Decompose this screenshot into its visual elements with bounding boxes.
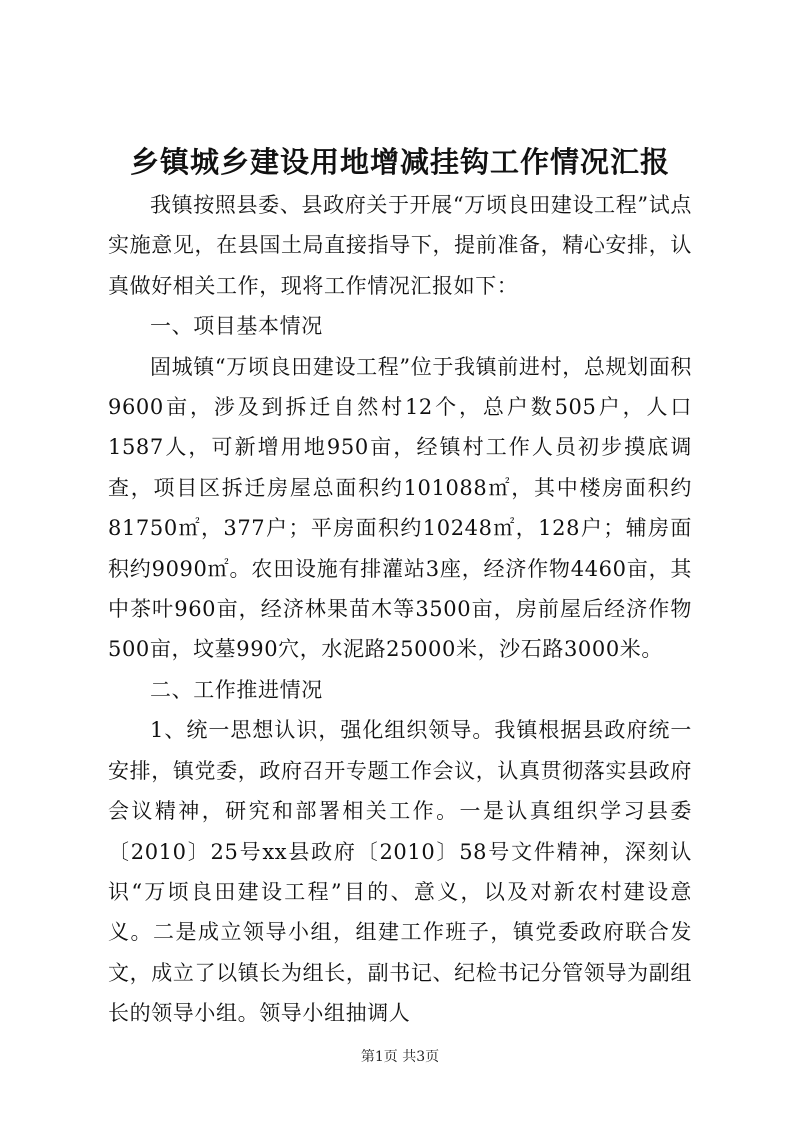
paragraph-progress: 1、统一思想认识，强化组织领导。我镇根据县政府统一安排，镇党委，政府召开专题工作会议，认真贯彻落实县政府会议精神，研究和部署相关工作。一是认真组织学习县委〔2010〕25号xx县政府〔2010〕58号文件精神，深刻认识“万顷良田建设工程”目的、意义，以及对新农村建设意义。二是成立领导小组，组建工作班子，镇党委政府联合发文，成立了以镇长为组长，副书记、纪检书记分管领导为副组长的领导小组。领导小组抽调人 <box>108 718 692 1026</box>
page-number-footer: 第1页 共3页 <box>360 1049 440 1065</box>
paragraph-basic-info: 固城镇“万顷良田建设工程”位于我镇前进村，总规划面积9600亩，涉及到拆迁自然村12个，总户数505户，人口1587人，可新增用地950亩，经镇村工作人员初步摸底调查，项目区拆迁房屋总面积约101088㎡，其中楼房面积约81750㎡，377户；平房面积约10248㎡，128户；辅房面积约9090㎡。农田设施有排灌站3座，经济作物4460亩，其中茶叶960亩，经济林果苗木等3500亩，房前屋后经济作物500亩，坟墓990穴，水泥路25000米，沙石路3000米。 <box>108 354 692 662</box>
section-heading-basic-info: 一、项目基本情况 <box>150 314 323 339</box>
document-title: 乡镇城乡建设用地增减挂钩工作情况汇报 <box>129 145 670 179</box>
section-heading-progress: 二、工作推进情况 <box>150 677 323 702</box>
paragraph-intro: 我镇按照县委、县政府关于开展“万顷良田建设工程”试点实施意见，在县国土局直接指导下，提前准备，精心安排，认真做好相关工作，现将工作情况汇报如下： <box>108 193 692 298</box>
document-body <box>108 185 692 1034</box>
